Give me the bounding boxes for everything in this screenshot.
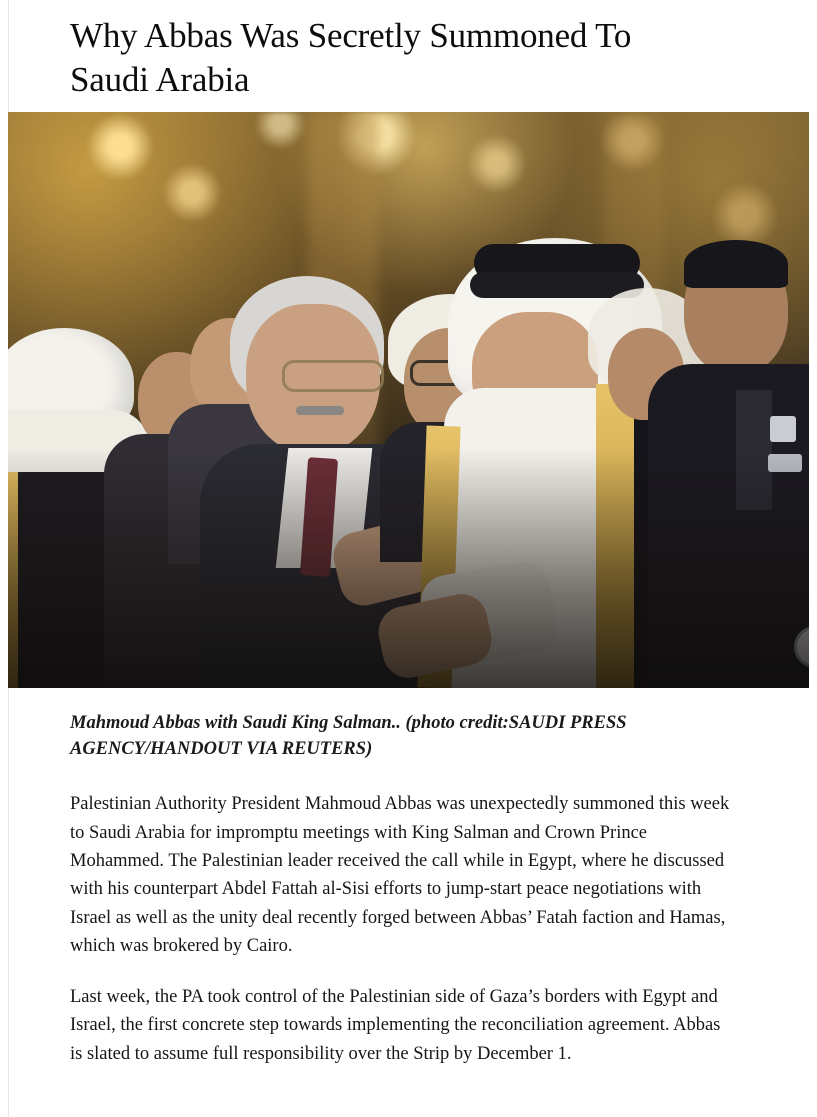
page-right-margin	[809, 0, 817, 1117]
article-body	[8, 790, 809, 1068]
hero-image-canvas	[8, 112, 809, 688]
hero-image	[8, 112, 809, 688]
article-paragraph: Palestinian Authority President Mahmoud Abbas was unexpectedly summoned this week to Saudi Arabia for impromptu meetings with King Salman and Crown Prince Mohammed. The Palestinian leader received the call while in Egypt, where he discussed with his counterpart Abdel Fattah al-Sisi efforts to jump-start peace negotiations with Israel as well as the unity deal recently forged between Abbas’ Fatah faction and Hamas, which was brokered by Cairo.	[70, 794, 730, 957]
image-caption: Mahmoud Abbas with Saudi King Salman.. (photo credit:SAUDI PRESS AGENCY/HANDOUT VIA REUTERS)	[70, 712, 627, 759]
article-content	[8, 0, 809, 1068]
article-paragraph: Last week, the PA took control of the Palestinian side of Gaza’s borders with Egypt and Israel, the first concrete step towards implementing the reconciliation agreement. Abbas is slated to assume full responsibility over the Strip by December 1.	[70, 986, 721, 1064]
page-title: Why Abbas Was Secretly Summoned To Saudi Arabia	[70, 16, 632, 99]
photo-foreground-shadow	[8, 448, 809, 688]
